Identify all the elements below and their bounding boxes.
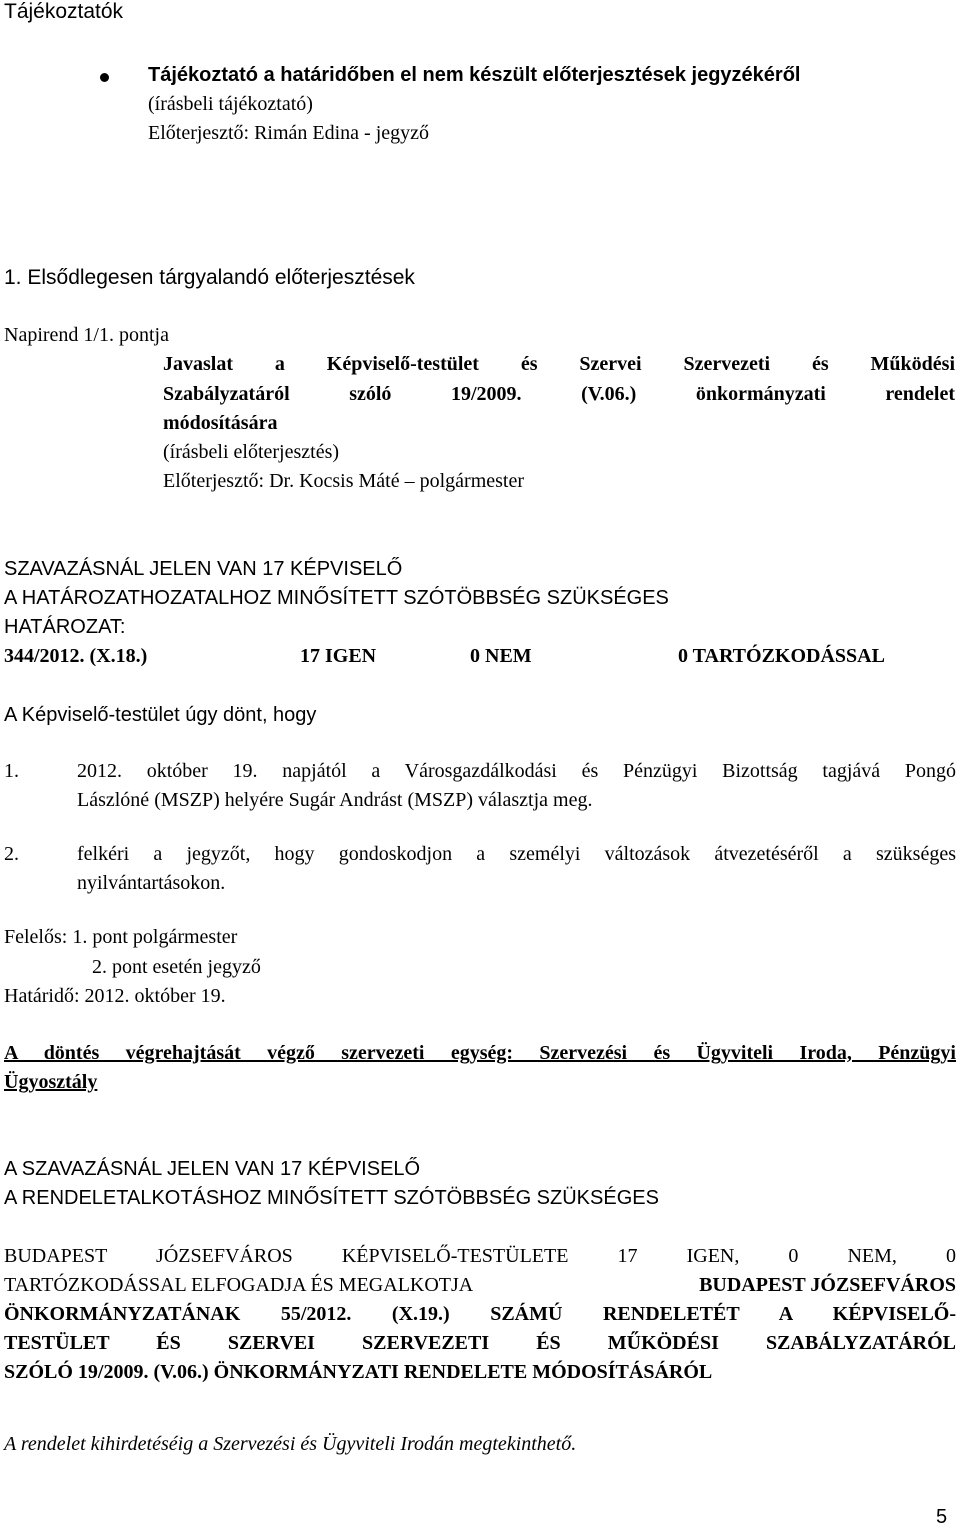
agenda-title-line: Szabályzatáról szóló 19/2009. (V.06.) önkormányzati rendelet (163, 383, 955, 405)
decision-intro: A Képviselő-testület úgy dönt, hogy (4, 704, 317, 726)
regulation-line: SZÓLÓ 19/2009. (V.06.) ÖNKORMÁNYZATI RENDELETE MÓDOSÍTÁSÁRÓL (4, 1361, 713, 1383)
regulation-text: TARTÓZKODÁSSAL ELFOGADJA ÉS MEGALKOTJA (4, 1274, 474, 1296)
info-presenter: Előterjesztő: Rimán Edina - jegyző (148, 122, 430, 144)
regulation-line (4, 1274, 956, 1297)
vote-majority: A HATÁROZATHOZATALHOZ MINŐSÍTETT SZÓTÖBBSÉG SZÜKSÉGES (4, 587, 669, 609)
regulation-line: BUDAPEST JÓZSEFVÁROS KÉPVISELŐ-TESTÜLETE 17 IGEN, 0 NEM, 0 (4, 1245, 956, 1267)
executor-line: Ügyosztály (4, 1071, 98, 1093)
regulation-text-bold: BUDAPEST JÓZSEFVÁROS (699, 1274, 956, 1296)
decision-item-text: nyilvántartásokon. (77, 872, 226, 894)
decision-item-text: Lászlóné (MSZP) helyére Sugár Andrást (MSZP) választja meg. (77, 789, 593, 811)
decision-item-number: 1. (4, 760, 19, 782)
decision-number: 344/2012. (X.18.) (4, 645, 148, 667)
responsible: Felelős: 1. pont polgármester (4, 926, 238, 948)
vote-yes: 17 IGEN (300, 645, 377, 667)
info-type: (írásbeli tájékoztató) (148, 93, 313, 115)
decision-item-text: 2012. október 19. napjától a Városgazdálkodási és Pénzügyi Bizottság tagjává Pongó (77, 760, 956, 782)
vote-abstain: 0 TARTÓZKODÁSSAL (678, 645, 885, 667)
page-title: Tájékoztatók (4, 0, 124, 23)
agenda-title-line: módosítására (163, 412, 278, 434)
regulation-line: ÖNKORMÁNYZATÁNAK 55/2012. (X.19.) SZÁMÚ RENDELETÉT A KÉPVISELŐ- (4, 1303, 956, 1325)
decision-label: HATÁROZAT: (4, 616, 126, 638)
vote-present: SZAVAZÁSNÁL JELEN VAN 17 KÉPVISELŐ (4, 558, 403, 580)
vote-present: A SZAVAZÁSNÁL JELEN VAN 17 KÉPVISELŐ (4, 1158, 421, 1180)
page-number: 5 (936, 1506, 948, 1528)
responsible: 2. pont esetén jegyző (92, 956, 261, 978)
agenda-label: Napirend 1/1. pontja (4, 324, 169, 346)
executor-line: A döntés végrehajtását végző szervezeti egység: Szervezési és Ügyviteli Iroda, Pénzügyi (4, 1042, 956, 1064)
vote-majority: A RENDELETALKOTÁSHOZ MINŐSÍTETT SZÓTÖBBSÉG SZÜKSÉGES (4, 1187, 659, 1209)
vote-no: 0 NEM (470, 645, 532, 667)
info-title: Tájékoztató a határidőben el nem készült előterjesztések jegyzékéről (148, 64, 801, 86)
deadline: Határidő: 2012. október 19. (4, 985, 226, 1007)
decision-item-number: 2. (4, 843, 19, 865)
agenda-title-line: Javaslat a Képviselő-testület és Szervei Szervezeti és Működési (163, 353, 955, 375)
section-title: 1. Elsődlegesen tárgyalandó előterjesztések (4, 266, 415, 289)
agenda-presenter: Előterjesztő: Dr. Kocsis Máté – polgármester (163, 470, 525, 492)
regulation-line: TESTÜLET ÉS SZERVEI SZERVEZETI ÉS MŰKÖDÉSI SZABÁLYZATÁRÓL (4, 1332, 956, 1354)
agenda-type: (írásbeli előterjesztés) (163, 441, 340, 463)
decision-item-text: felkéri a jegyzőt, hogy gondoskodjon a személyi változások átvezetéséről a szükséges (77, 843, 956, 865)
publication-note: A rendelet kihirdetéséig a Szervezési és Ügyviteli Irodán megtekinthető. (4, 1433, 577, 1455)
bullet-icon (100, 73, 109, 82)
